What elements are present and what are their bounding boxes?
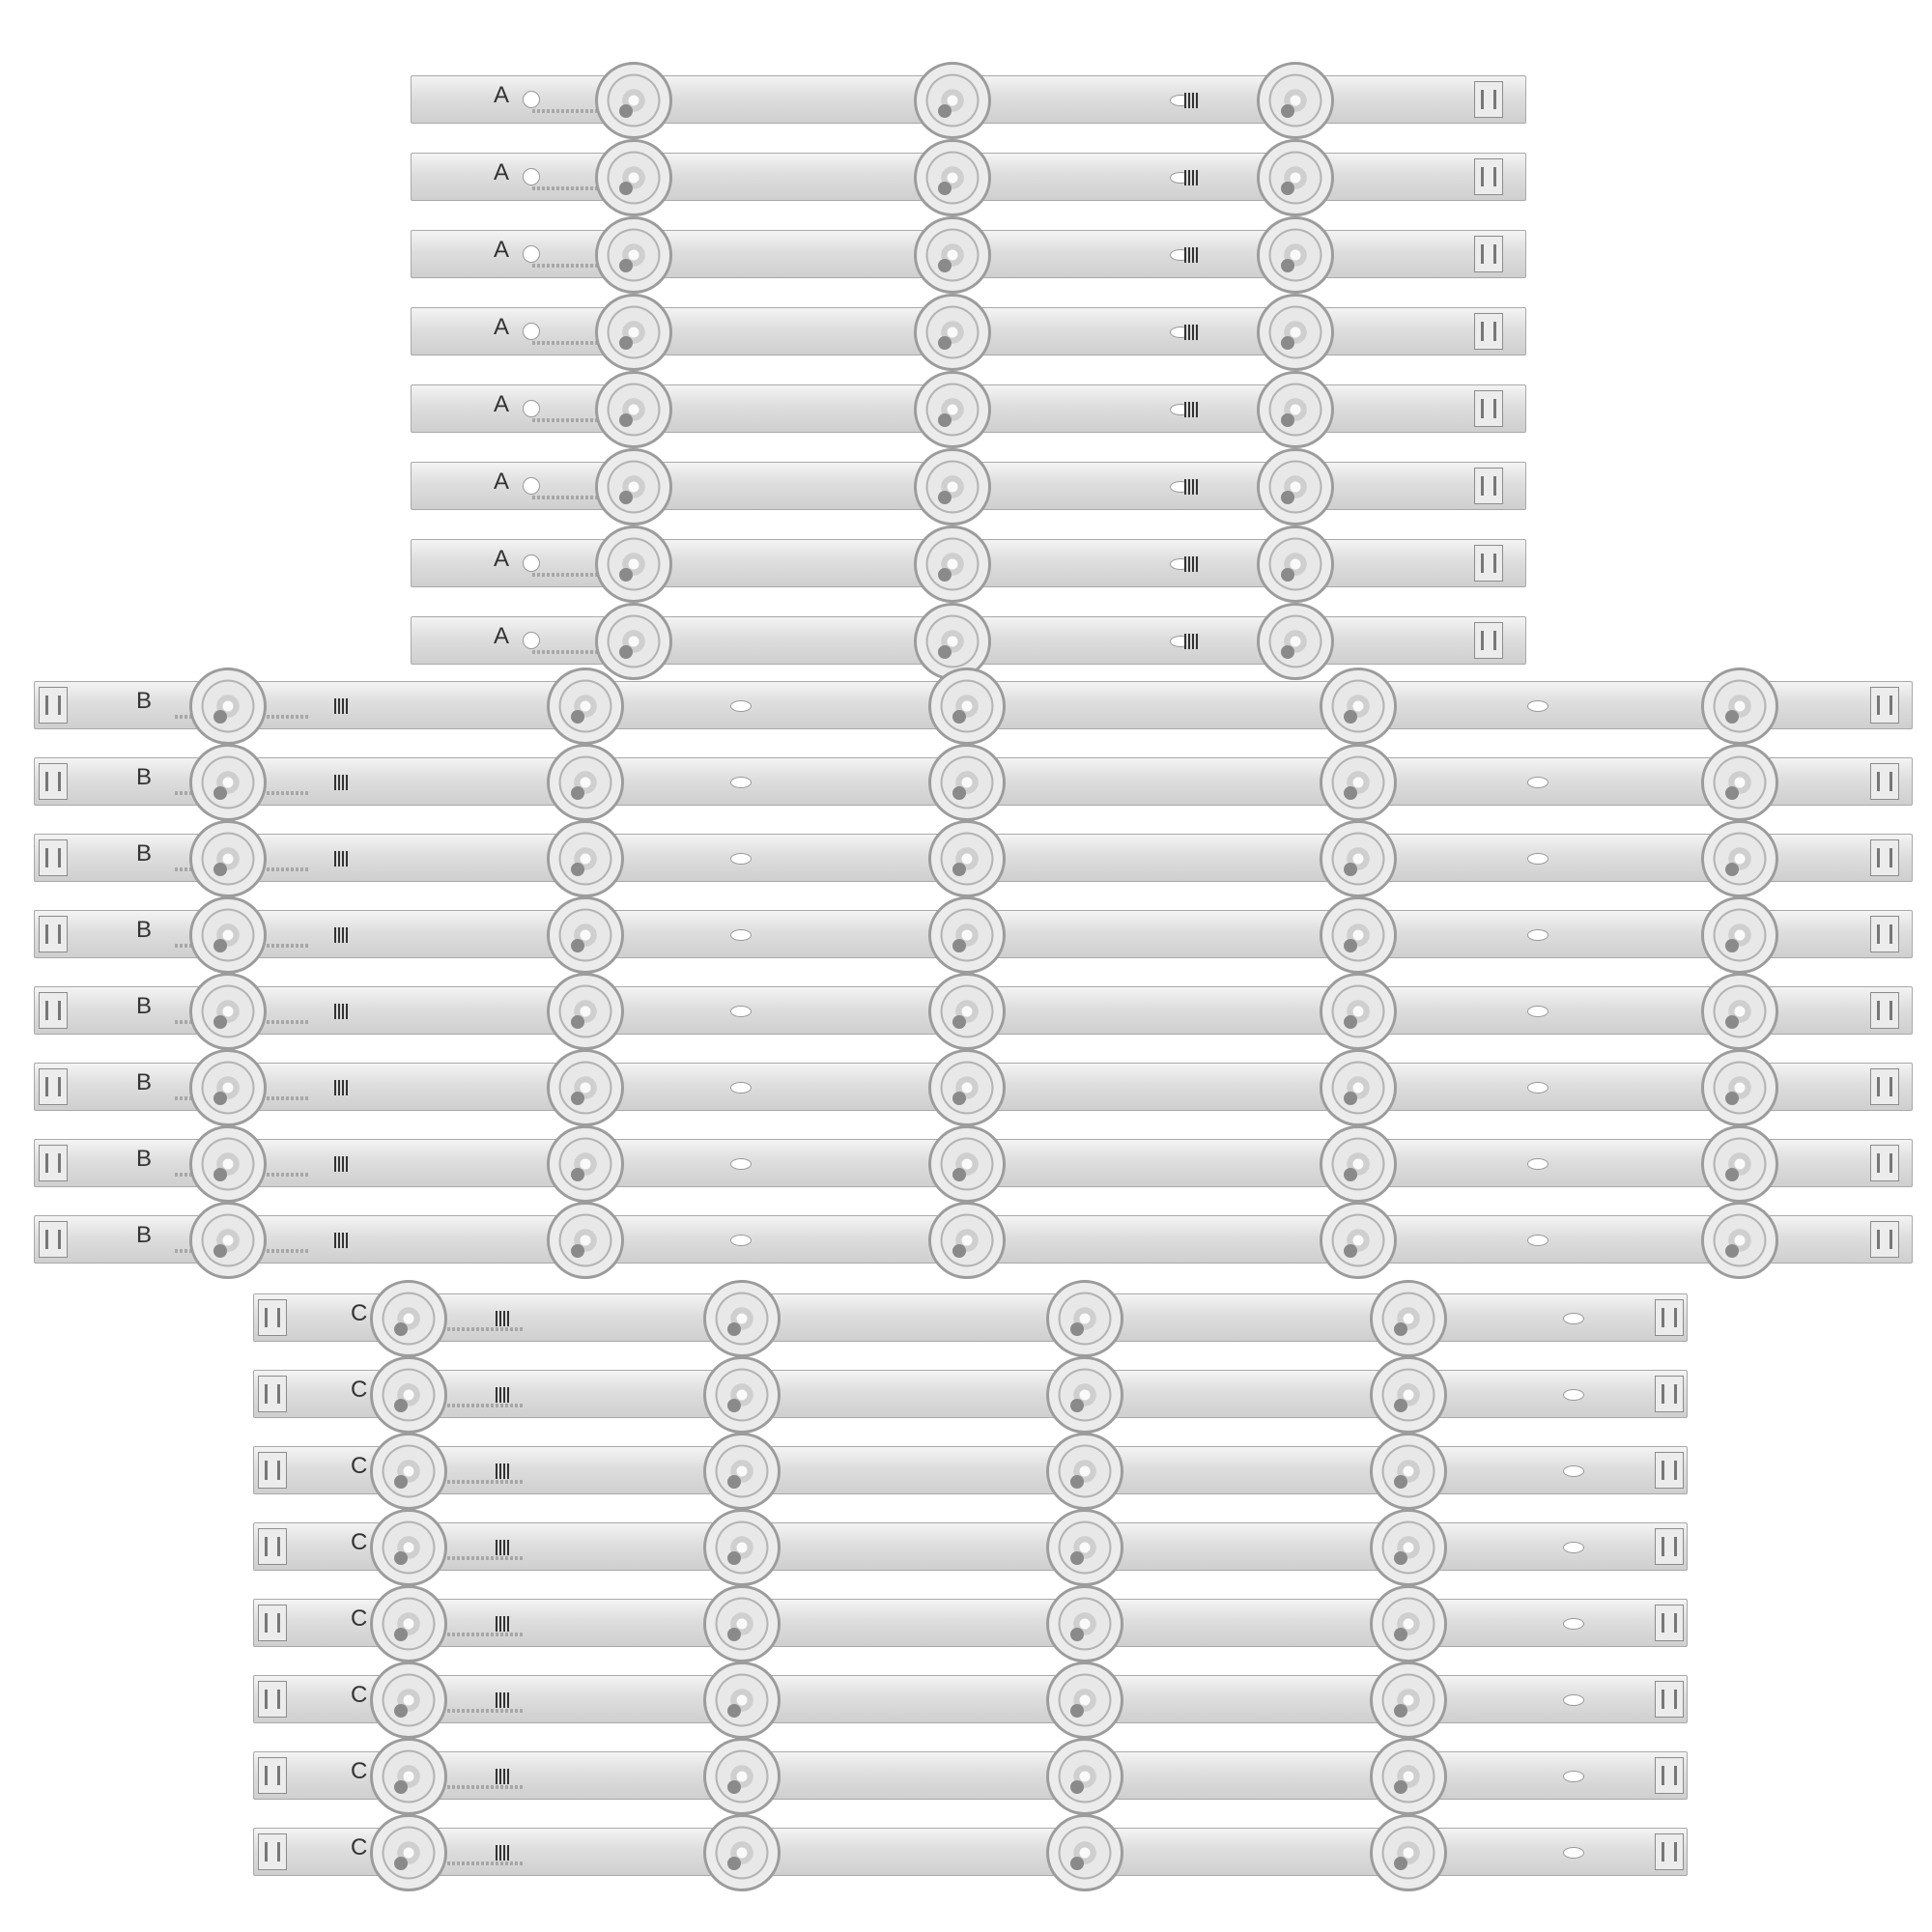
barcode-label — [496, 1463, 511, 1479]
strip-letter: A — [494, 391, 510, 417]
barcode-label — [496, 1387, 511, 1403]
led-lens — [1701, 1049, 1778, 1126]
led-lens — [1046, 1356, 1123, 1434]
led-lens — [370, 1433, 447, 1510]
strip-letter: A — [494, 469, 510, 495]
strip-connector — [1655, 1757, 1684, 1794]
led-lens — [1257, 448, 1334, 526]
barcode-label — [334, 775, 350, 790]
led-lens — [595, 448, 672, 526]
led-strip-a — [411, 616, 1526, 665]
mount-hole — [1563, 1618, 1584, 1630]
led-lens — [1046, 1662, 1123, 1739]
led-lens — [928, 973, 1006, 1050]
strip-letter: B — [136, 917, 153, 943]
mount-hole — [523, 632, 540, 649]
led-strip-b — [34, 834, 1913, 882]
led-lens — [703, 1738, 781, 1815]
led-lens — [1320, 1202, 1397, 1279]
led-lens — [547, 820, 624, 897]
led-lens — [914, 294, 991, 371]
led-lens — [1370, 1585, 1447, 1662]
barcode-label — [1184, 479, 1200, 495]
barcode-label — [1184, 93, 1200, 108]
strip-connector — [1655, 1376, 1684, 1412]
barcode-label — [496, 1692, 511, 1708]
led-lens — [1257, 139, 1334, 216]
mount-hole — [730, 1158, 752, 1170]
led-lens — [1370, 1509, 1447, 1586]
mount-hole — [1563, 1389, 1584, 1401]
barcode-label — [334, 1156, 350, 1172]
barcode-label — [1184, 247, 1200, 263]
barcode-label — [334, 698, 350, 714]
strip-letter: C — [351, 1834, 368, 1861]
led-lens — [370, 1662, 447, 1739]
mount-hole — [730, 777, 752, 788]
led-lens — [189, 1125, 267, 1203]
led-lens — [1370, 1662, 1447, 1739]
led-lens — [1046, 1509, 1123, 1586]
barcode-label — [496, 1540, 511, 1555]
led-lens — [1046, 1280, 1123, 1357]
strip-connector — [1474, 468, 1503, 504]
strip-letter: A — [494, 546, 510, 572]
mount-hole — [1527, 929, 1548, 941]
led-strip-b — [34, 986, 1913, 1035]
mount-hole — [1527, 700, 1548, 712]
mount-hole — [730, 1235, 752, 1246]
mount-hole — [730, 1082, 752, 1094]
led-lens — [189, 820, 267, 897]
led-lens — [703, 1814, 781, 1891]
led-lens — [928, 1125, 1006, 1203]
mount-hole — [1527, 1006, 1548, 1017]
strip-connector — [258, 1299, 287, 1336]
led-lens — [595, 216, 672, 294]
led-lens — [1701, 744, 1778, 821]
strip-letter: B — [136, 1146, 153, 1172]
led-lens — [1320, 744, 1397, 821]
strip-connector — [1474, 158, 1503, 195]
led-lens — [703, 1509, 781, 1586]
led-strip-b — [34, 757, 1913, 806]
led-strip-b — [34, 910, 1913, 958]
led-lens — [1701, 668, 1778, 745]
mount-hole — [1527, 1158, 1548, 1170]
strip-connector — [1870, 763, 1899, 800]
strip-connector — [1655, 1299, 1684, 1336]
barcode-label — [1184, 634, 1200, 649]
mount-hole — [730, 700, 752, 712]
led-lens — [547, 973, 624, 1050]
strip-connector — [1474, 81, 1503, 118]
strip-connector — [258, 1452, 287, 1489]
led-strip-c — [253, 1675, 1688, 1723]
led-lens — [1370, 1814, 1447, 1891]
strip-connector — [1870, 992, 1899, 1029]
led-strip-b — [34, 1063, 1913, 1111]
led-lens — [703, 1433, 781, 1510]
strip-connector — [258, 1757, 287, 1794]
led-lens — [703, 1356, 781, 1434]
strip-connector — [258, 1833, 287, 1870]
led-lens — [1320, 820, 1397, 897]
led-lens — [547, 668, 624, 745]
mount-hole — [1563, 1847, 1584, 1859]
led-lens — [370, 1585, 447, 1662]
led-lens — [928, 1202, 1006, 1279]
strip-letter: B — [136, 993, 153, 1019]
strip-connector — [258, 1528, 287, 1565]
strip-letter: B — [136, 764, 153, 790]
strip-connector — [258, 1376, 287, 1412]
mount-hole — [523, 168, 540, 185]
barcode-label — [1184, 402, 1200, 417]
led-strip-c — [253, 1522, 1688, 1571]
led-strip-a — [411, 462, 1526, 510]
led-strip-c — [253, 1370, 1688, 1418]
led-lens — [703, 1585, 781, 1662]
led-lens — [928, 744, 1006, 821]
strip-connector — [1474, 236, 1503, 272]
led-lens — [914, 62, 991, 139]
strip-letter: A — [494, 623, 510, 649]
led-strip-a — [411, 153, 1526, 201]
strip-connector — [1870, 916, 1899, 952]
led-strip-a — [411, 75, 1526, 124]
led-lens — [370, 1356, 447, 1434]
barcode-label — [1184, 325, 1200, 340]
led-lens — [1701, 1202, 1778, 1279]
led-lens — [1257, 294, 1334, 371]
led-lens — [547, 744, 624, 821]
mount-hole — [730, 1006, 752, 1017]
strip-connector — [1870, 1221, 1899, 1258]
led-lens — [370, 1509, 447, 1586]
mount-hole — [523, 245, 540, 263]
led-lens — [189, 1202, 267, 1279]
led-strip-c — [253, 1751, 1688, 1800]
led-lens — [914, 371, 991, 448]
strip-connector — [258, 1681, 287, 1718]
led-lens — [370, 1738, 447, 1815]
led-strip-a — [411, 230, 1526, 278]
led-lens — [914, 448, 991, 526]
strip-connector — [1474, 390, 1503, 427]
strip-connector — [39, 916, 68, 952]
led-lens — [189, 1049, 267, 1126]
strip-connector — [1870, 687, 1899, 724]
strip-connector — [1655, 1452, 1684, 1489]
led-strip-c — [253, 1446, 1688, 1494]
strip-connector — [39, 687, 68, 724]
mount-hole — [1563, 1313, 1584, 1324]
mount-hole — [1527, 1082, 1548, 1094]
barcode-label — [334, 851, 350, 867]
mount-hole — [1527, 1235, 1548, 1246]
barcode-label — [496, 1616, 511, 1632]
strip-connector — [1655, 1605, 1684, 1641]
led-lens — [547, 1049, 624, 1126]
strip-connector — [39, 763, 68, 800]
barcode-label — [334, 1080, 350, 1095]
led-lens — [1320, 1049, 1397, 1126]
led-lens — [595, 62, 672, 139]
mount-hole — [730, 929, 752, 941]
led-lens — [1370, 1356, 1447, 1434]
led-lens — [703, 1662, 781, 1739]
led-lens — [1320, 973, 1397, 1050]
strip-connector — [1655, 1528, 1684, 1565]
strip-letter: C — [351, 1529, 368, 1555]
strip-connector — [1870, 1068, 1899, 1105]
strip-connector — [39, 1221, 68, 1258]
led-lens — [547, 896, 624, 974]
strip-connector — [1655, 1681, 1684, 1718]
strip-letter: A — [494, 82, 510, 108]
strip-connector — [1474, 545, 1503, 582]
strip-letter: A — [494, 237, 510, 263]
led-lens — [1046, 1814, 1123, 1891]
led-lens — [1257, 371, 1334, 448]
led-lens — [189, 973, 267, 1050]
mount-hole — [523, 477, 540, 495]
led-lens — [1257, 526, 1334, 603]
mount-hole — [1563, 1694, 1584, 1706]
led-strip-b — [34, 1139, 1913, 1187]
strip-letter: B — [136, 840, 153, 867]
led-lens — [1701, 1125, 1778, 1203]
strip-letter: B — [136, 688, 153, 714]
strip-connector — [1655, 1833, 1684, 1870]
led-strip-b — [34, 681, 1913, 729]
strip-connector — [1870, 839, 1899, 876]
led-strip-c — [253, 1828, 1688, 1876]
mount-hole — [1527, 853, 1548, 865]
led-lens — [1046, 1433, 1123, 1510]
led-lens — [914, 139, 991, 216]
led-lens — [370, 1280, 447, 1357]
led-strip-a — [411, 307, 1526, 355]
led-lens — [189, 744, 267, 821]
led-strip-a — [411, 539, 1526, 587]
strip-letter: C — [351, 1300, 368, 1326]
strip-connector — [1474, 313, 1503, 350]
led-lens — [1046, 1585, 1123, 1662]
mount-hole — [523, 554, 540, 572]
led-strip-b — [34, 1215, 1913, 1264]
mount-hole — [1563, 1771, 1584, 1782]
led-lens — [547, 1125, 624, 1203]
led-strip-a — [411, 384, 1526, 433]
strip-letter: A — [494, 159, 510, 185]
led-lens — [914, 526, 991, 603]
led-strip-c — [253, 1599, 1688, 1647]
led-lens — [1370, 1738, 1447, 1815]
mount-hole — [523, 323, 540, 340]
led-lens — [189, 668, 267, 745]
strip-connector — [39, 1068, 68, 1105]
mount-hole — [523, 91, 540, 108]
led-lens — [1320, 1125, 1397, 1203]
led-lens — [595, 139, 672, 216]
barcode-label — [496, 1845, 511, 1861]
led-lens — [914, 216, 991, 294]
led-lens — [914, 603, 991, 680]
strip-letter: C — [351, 1605, 368, 1632]
barcode-label — [334, 1004, 350, 1019]
led-lens — [928, 820, 1006, 897]
led-lens — [1701, 896, 1778, 974]
mount-hole — [1563, 1542, 1584, 1553]
led-lens — [1701, 820, 1778, 897]
strip-connector — [1474, 622, 1503, 659]
led-lens — [1701, 973, 1778, 1050]
strip-letter: B — [136, 1069, 153, 1095]
led-lens — [1257, 216, 1334, 294]
led-lens — [703, 1280, 781, 1357]
led-lens — [595, 603, 672, 680]
strip-letter: B — [136, 1222, 153, 1248]
led-lens — [547, 1202, 624, 1279]
led-lens — [1257, 603, 1334, 680]
led-lens — [595, 294, 672, 371]
led-strip-c — [253, 1293, 1688, 1342]
strip-letter: C — [351, 1377, 368, 1403]
mount-hole — [523, 400, 540, 417]
strip-connector — [39, 839, 68, 876]
strip-connector — [258, 1605, 287, 1641]
led-lens — [595, 371, 672, 448]
strip-letter: C — [351, 1758, 368, 1784]
barcode-label — [334, 927, 350, 943]
led-lens — [595, 526, 672, 603]
strip-letter: C — [351, 1682, 368, 1708]
led-lens — [1046, 1738, 1123, 1815]
led-lens — [370, 1814, 447, 1891]
mount-hole — [730, 853, 752, 865]
led-lens — [928, 1049, 1006, 1126]
led-lens — [1320, 896, 1397, 974]
barcode-label — [496, 1311, 511, 1326]
led-lens — [1320, 668, 1397, 745]
mount-hole — [1527, 777, 1548, 788]
strip-connector — [39, 992, 68, 1029]
led-lens — [1370, 1433, 1447, 1510]
strip-connector — [1870, 1145, 1899, 1181]
led-lens — [1257, 62, 1334, 139]
strip-letter: C — [351, 1453, 368, 1479]
led-lens — [1370, 1280, 1447, 1357]
mount-hole — [1563, 1465, 1584, 1477]
led-lens — [928, 668, 1006, 745]
led-lens — [189, 896, 267, 974]
barcode-label — [334, 1233, 350, 1248]
led-lens — [928, 896, 1006, 974]
barcode-label — [496, 1769, 511, 1784]
barcode-label — [1184, 170, 1200, 185]
strip-connector — [39, 1145, 68, 1181]
barcode-label — [1184, 556, 1200, 572]
strip-letter: A — [494, 314, 510, 340]
